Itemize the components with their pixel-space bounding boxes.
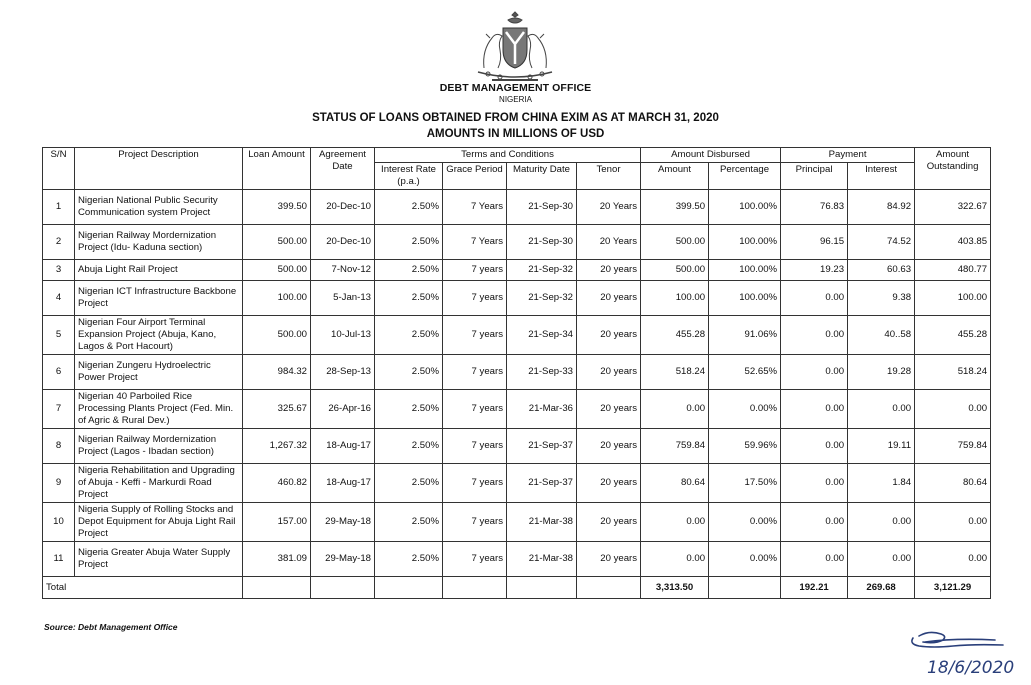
col-agreement-date: Agreement Date	[311, 148, 375, 190]
col-percentage: Percentage	[709, 163, 781, 190]
cell-principal: 0.00	[781, 281, 848, 316]
cell-grace: 7 years	[443, 281, 507, 316]
cell-outstanding: 518.24	[915, 355, 991, 390]
document-title: STATUS OF LOANS OBTAINED FROM CHINA EXIM AS AT MARCH 31, 2020	[312, 112, 719, 124]
cell-interest: 60.63	[848, 260, 915, 281]
org-country: NIGERIA	[499, 95, 532, 104]
cell-sn: 5	[43, 316, 75, 355]
table-row	[43, 260, 991, 281]
cell-loan: 399.50	[243, 190, 311, 225]
cell-project: Nigerian ICT Infrastructure Backbone Project	[75, 281, 243, 316]
table-row	[43, 190, 991, 225]
cell-pct: 100.00%	[709, 225, 781, 260]
cell-maturity: 21-Sep-33	[507, 355, 577, 390]
cell-grace: 7 years	[443, 390, 507, 429]
cell-project: Nigeria Greater Abuja Water Supply Project	[75, 542, 243, 577]
cell-maturity: 21-Sep-32	[507, 260, 577, 281]
cell-agreement: 26-Apr-16	[311, 390, 375, 429]
col-project: Project Description	[75, 148, 243, 190]
cell-sn: 10	[43, 503, 75, 542]
cell-disbursed: 455.28	[641, 316, 709, 355]
source-note: Source: Debt Management Office	[44, 622, 178, 632]
cell-disbursed: 0.00	[641, 542, 709, 577]
table-row	[43, 503, 991, 542]
total-interest: 269.68	[848, 577, 915, 599]
col-loan-amount: Loan Amount	[243, 148, 311, 190]
cell-principal: 0.00	[781, 464, 848, 503]
cell-rate: 2.50%	[375, 281, 443, 316]
cell-principal: 0.00	[781, 316, 848, 355]
loans-table	[42, 147, 991, 599]
col-outstanding: Amount Outstanding	[915, 148, 991, 190]
cell-agreement: 29-May-18	[311, 503, 375, 542]
col-disbursed: Amount Disbursed	[641, 148, 781, 163]
cell-grace: 7 years	[443, 503, 507, 542]
cell-rate: 2.50%	[375, 260, 443, 281]
cell-agreement: 18-Aug-17	[311, 464, 375, 503]
cell-loan: 381.09	[243, 542, 311, 577]
cell-principal: 76.83	[781, 190, 848, 225]
cell-grace: 7 years	[443, 260, 507, 281]
cell-rate: 2.50%	[375, 542, 443, 577]
cell-grace: 7 years	[443, 542, 507, 577]
cell-rate: 2.50%	[375, 429, 443, 464]
cell-disbursed: 500.00	[641, 260, 709, 281]
cell-grace: 7 Years	[443, 190, 507, 225]
cell-tenor: 20 years	[577, 503, 641, 542]
cell-sn: 4	[43, 281, 75, 316]
cell-loan: 500.00	[243, 225, 311, 260]
coat-of-arms-icon	[470, 8, 560, 84]
col-interest: Interest	[848, 163, 915, 190]
cell-project: Nigerian 40 Parboiled Rice Processing Plants Project (Fed. Min. of Agric & Rural Dev.)	[75, 390, 243, 429]
cell-project: Nigerian Railway Mordernization Project (Idu- Kaduna section)	[75, 225, 243, 260]
signature-date: 18/6/2020	[927, 658, 1015, 678]
table-row	[43, 281, 991, 316]
cell-outstanding: 322.67	[915, 190, 991, 225]
cell-loan: 157.00	[243, 503, 311, 542]
cell-pct: 100.00%	[709, 260, 781, 281]
cell-grace: 7 years	[443, 355, 507, 390]
table-row	[43, 464, 991, 503]
cell-maturity: 21-Sep-32	[507, 281, 577, 316]
col-principal: Principal	[781, 163, 848, 190]
cell-pct: 0.00%	[709, 390, 781, 429]
table-row	[43, 542, 991, 577]
cell-interest: 19.28	[848, 355, 915, 390]
cell-rate: 2.50%	[375, 190, 443, 225]
cell-disbursed: 80.64	[641, 464, 709, 503]
cell-principal: 0.00	[781, 429, 848, 464]
cell-interest: 0.00	[848, 542, 915, 577]
cell-disbursed: 100.00	[641, 281, 709, 316]
cell-maturity: 21-Sep-30	[507, 190, 577, 225]
signature-icon	[905, 628, 1015, 680]
cell-outstanding: 480.77	[915, 260, 991, 281]
cell-disbursed: 518.24	[641, 355, 709, 390]
total-row	[43, 577, 991, 599]
table-row	[43, 225, 991, 260]
cell-interest: 74.52	[848, 225, 915, 260]
cell-rate: 2.50%	[375, 316, 443, 355]
header-row-1	[43, 148, 991, 163]
cell-principal: 0.00	[781, 542, 848, 577]
cell-maturity: 21-Mar-38	[507, 503, 577, 542]
cell-sn: 7	[43, 390, 75, 429]
cell-agreement: 7-Nov-12	[311, 260, 375, 281]
cell-sn: 8	[43, 429, 75, 464]
col-interest-rate: Interest Rate (p.a.)	[375, 163, 443, 190]
cell-tenor: 20 years	[577, 429, 641, 464]
cell-project: Nigeria Supply of Rolling Stocks and Depot Equipment for Abuja Light Rail Project	[75, 503, 243, 542]
cell-loan: 325.67	[243, 390, 311, 429]
cell-tenor: 20 years	[577, 281, 641, 316]
cell-pct: 100.00%	[709, 190, 781, 225]
cell-grace: 7 years	[443, 464, 507, 503]
cell-project: Nigerian Railway Mordernization Project (Lagos - Ibadan section)	[75, 429, 243, 464]
cell-maturity: 21-Sep-37	[507, 429, 577, 464]
cell-pct: 52.65%	[709, 355, 781, 390]
cell-pct: 59.96%	[709, 429, 781, 464]
cell-interest: 84.92	[848, 190, 915, 225]
total-outstanding: 3,121.29	[915, 577, 991, 599]
cell-agreement: 5-Jan-13	[311, 281, 375, 316]
cell-agreement: 10-Jul-13	[311, 316, 375, 355]
cell-agreement: 20-Dec-10	[311, 225, 375, 260]
cell-sn: 11	[43, 542, 75, 577]
cell-maturity: 21-Sep-37	[507, 464, 577, 503]
cell-sn: 9	[43, 464, 75, 503]
cell-outstanding: 455.28	[915, 316, 991, 355]
cell-sn: 1	[43, 190, 75, 225]
table-row	[43, 355, 991, 390]
cell-disbursed: 500.00	[641, 225, 709, 260]
cell-grace: 7 Years	[443, 225, 507, 260]
cell-outstanding: 759.84	[915, 429, 991, 464]
total-principal: 192.21	[781, 577, 848, 599]
cell-pct: 100.00%	[709, 281, 781, 316]
cell-loan: 500.00	[243, 316, 311, 355]
cell-principal: 96.15	[781, 225, 848, 260]
cell-disbursed: 0.00	[641, 503, 709, 542]
cell-loan: 100.00	[243, 281, 311, 316]
cell-rate: 2.50%	[375, 355, 443, 390]
cell-grace: 7 years	[443, 429, 507, 464]
total-disbursed: 3,313.50	[641, 577, 709, 599]
cell-outstanding: 0.00	[915, 542, 991, 577]
cell-tenor: 20 years	[577, 316, 641, 355]
cell-agreement: 18-Aug-17	[311, 429, 375, 464]
cell-project: Abuja Light Rail Project	[75, 260, 243, 281]
cell-project: Nigerian National Public Security Communication system Project	[75, 190, 243, 225]
cell-outstanding: 403.85	[915, 225, 991, 260]
cell-rate: 2.50%	[375, 225, 443, 260]
cell-pct: 0.00%	[709, 503, 781, 542]
cell-project: Nigerian Four Airport Terminal Expansion Project (Abuja, Kano, Lagos & Port Hacourt)	[75, 316, 243, 355]
cell-loan: 500.00	[243, 260, 311, 281]
loan-rows	[43, 190, 991, 577]
cell-loan: 984.32	[243, 355, 311, 390]
cell-grace: 7 years	[443, 316, 507, 355]
cell-agreement: 20-Dec-10	[311, 190, 375, 225]
cell-rate: 2.50%	[375, 390, 443, 429]
cell-disbursed: 759.84	[641, 429, 709, 464]
cell-pct: 0.00%	[709, 542, 781, 577]
col-grace-period: Grace Period	[443, 163, 507, 190]
cell-interest: 9.38	[848, 281, 915, 316]
table-row	[43, 390, 991, 429]
cell-maturity: 21-Mar-36	[507, 390, 577, 429]
cell-disbursed: 399.50	[641, 190, 709, 225]
cell-loan: 1,267.32	[243, 429, 311, 464]
cell-tenor: 20 years	[577, 390, 641, 429]
org-name: DEBT MANAGEMENT OFFICE	[439, 82, 592, 94]
cell-outstanding: 100.00	[915, 281, 991, 316]
cell-maturity: 21-Sep-30	[507, 225, 577, 260]
col-amount: Amount	[641, 163, 709, 190]
cell-maturity: 21-Mar-38	[507, 542, 577, 577]
col-payment: Payment	[781, 148, 915, 163]
cell-tenor: 20 years	[577, 260, 641, 281]
cell-sn: 2	[43, 225, 75, 260]
document-subtitle: AMOUNTS IN MILLIONS OF USD	[426, 128, 605, 140]
cell-interest: 0.00	[848, 503, 915, 542]
cell-principal: 0.00	[781, 503, 848, 542]
cell-project: Nigeria Rehabilitation and Upgrading of Abuja - Keffi - Markurdi Road Project	[75, 464, 243, 503]
cell-rate: 2.50%	[375, 503, 443, 542]
col-tenor: Tenor	[577, 163, 641, 190]
cell-sn: 6	[43, 355, 75, 390]
cell-sn: 3	[43, 260, 75, 281]
cell-principal: 0.00	[781, 355, 848, 390]
cell-outstanding: 0.00	[915, 390, 991, 429]
cell-loan: 460.82	[243, 464, 311, 503]
cell-pct: 91.06%	[709, 316, 781, 355]
cell-agreement: 29-May-18	[311, 542, 375, 577]
cell-outstanding: 80.64	[915, 464, 991, 503]
cell-disbursed: 0.00	[641, 390, 709, 429]
cell-project: Nigerian Zungeru Hydroelectric Power Project	[75, 355, 243, 390]
col-sn: S/N	[43, 148, 75, 190]
cell-interest: 1.84	[848, 464, 915, 503]
cell-tenor: 20 Years	[577, 190, 641, 225]
cell-principal: 0.00	[781, 390, 848, 429]
total-label: Total	[43, 577, 243, 599]
cell-maturity: 21-Sep-34	[507, 316, 577, 355]
cell-rate: 2.50%	[375, 464, 443, 503]
cell-tenor: 20 Years	[577, 225, 641, 260]
cell-interest: 0.00	[848, 390, 915, 429]
col-terms: Terms and Conditions	[375, 148, 641, 163]
table-row	[43, 316, 991, 355]
cell-tenor: 20 years	[577, 542, 641, 577]
cell-tenor: 20 years	[577, 464, 641, 503]
cell-principal: 19.23	[781, 260, 848, 281]
cell-interest: 40..58	[848, 316, 915, 355]
cell-interest: 19.11	[848, 429, 915, 464]
cell-outstanding: 0.00	[915, 503, 991, 542]
cell-agreement: 28-Sep-13	[311, 355, 375, 390]
cell-tenor: 20 years	[577, 355, 641, 390]
table-row	[43, 429, 991, 464]
cell-pct: 17.50%	[709, 464, 781, 503]
col-maturity-date: Maturity Date	[507, 163, 577, 190]
